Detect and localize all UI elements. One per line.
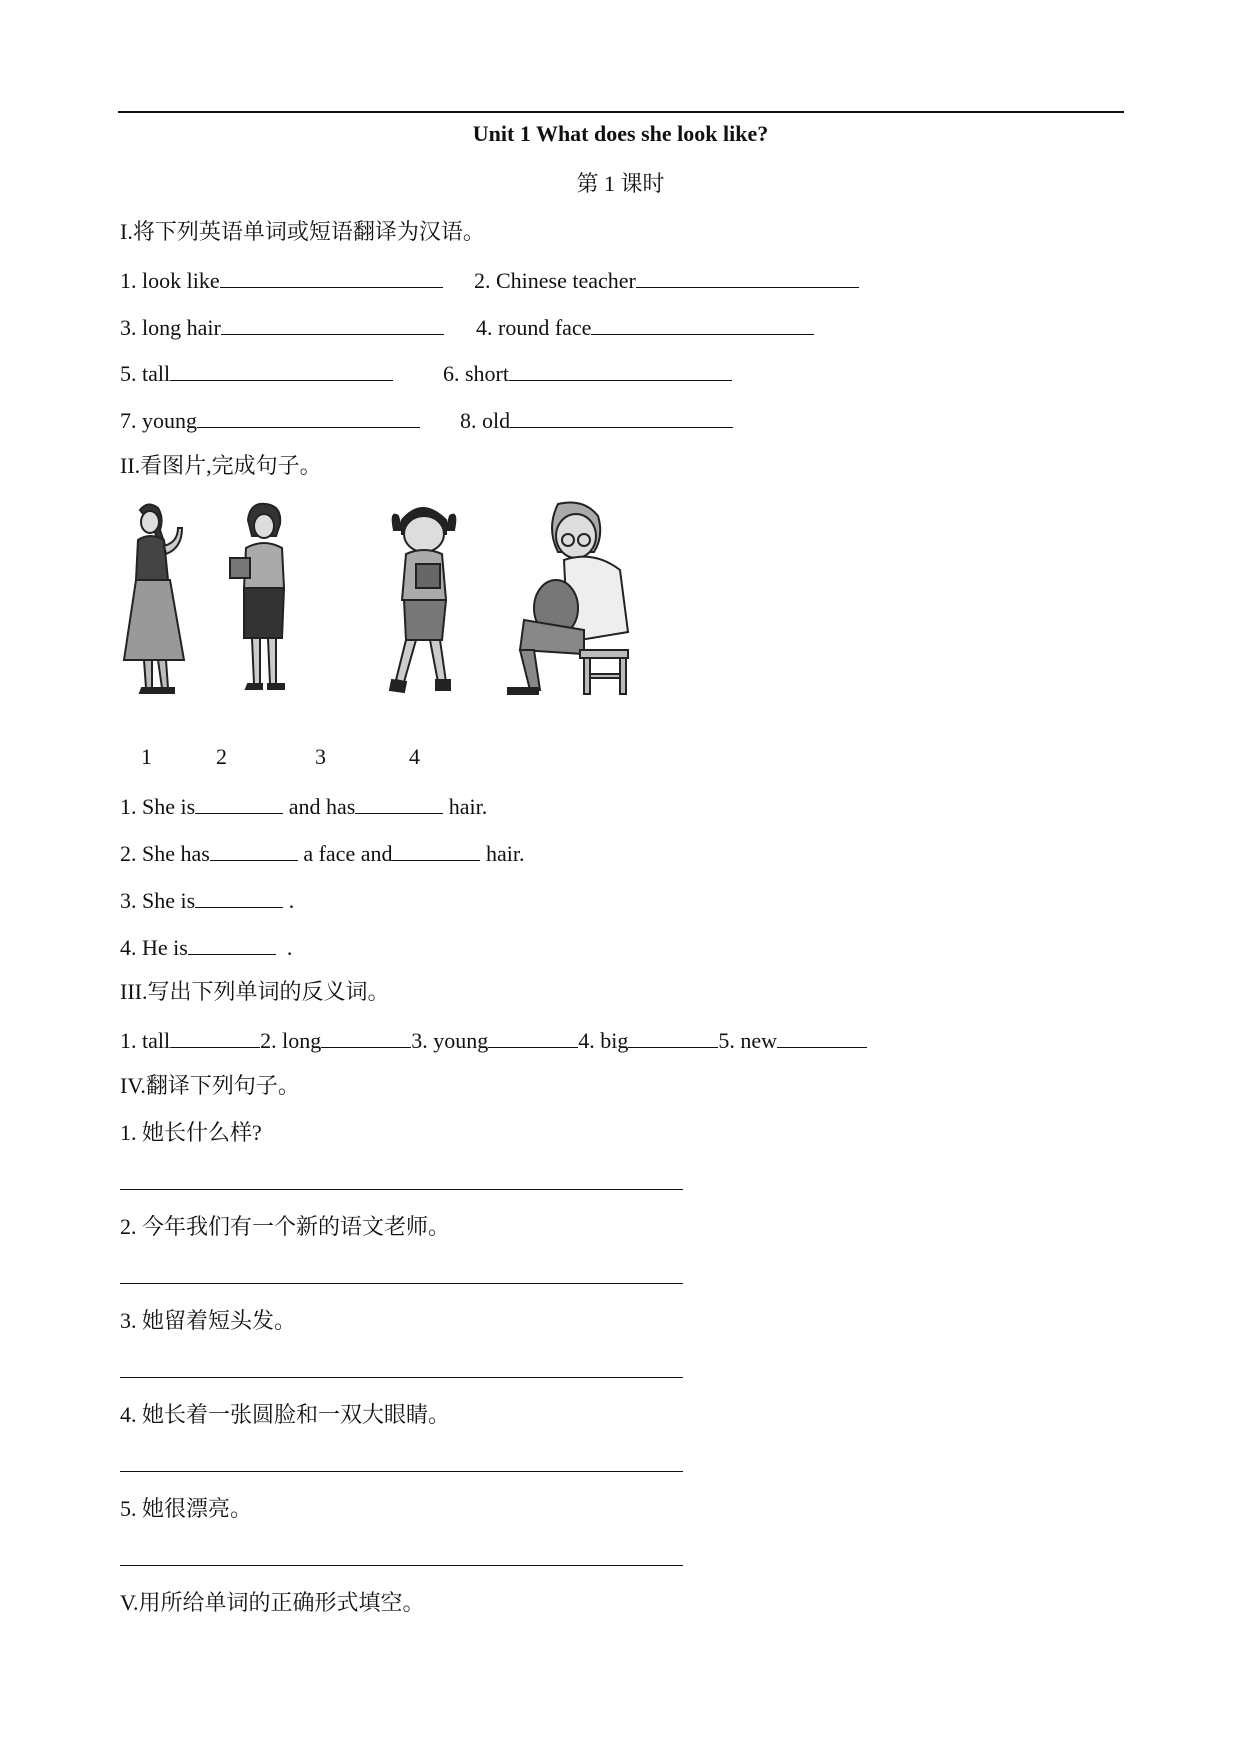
vocab-item	[460, 405, 733, 435]
answer-blank[interactable]	[636, 265, 859, 288]
answer-blank[interactable]	[355, 791, 443, 814]
section-5-heading: V.用所给单词的正确形式填空。	[120, 1590, 425, 1615]
section-1-heading: I.将下列英语单词或短语翻译为汉语。	[120, 219, 485, 244]
worksheet-title: Unit 1 What does she look like?	[472, 121, 769, 146]
sentence-part: 1. She is	[120, 794, 196, 819]
top-rule	[118, 111, 1124, 113]
sentence-part: a face and	[297, 841, 393, 866]
people-illustrations	[118, 500, 718, 700]
vocab-item	[474, 265, 859, 295]
sentence-part: 3. She is	[120, 888, 196, 913]
answer-blank[interactable]	[210, 838, 298, 861]
vocab-label: 7. young	[120, 408, 197, 433]
sentence-part: 4. He is	[120, 935, 188, 960]
antonym-row	[120, 1025, 867, 1055]
figure-label: 3	[315, 744, 326, 769]
picture-sentence	[120, 885, 294, 915]
antonym-word: 2. long	[260, 1028, 322, 1053]
girl-pigtails-figure	[390, 508, 455, 692]
vocab-item	[120, 358, 393, 388]
vocab-label: 6. short	[443, 361, 509, 386]
answer-blank[interactable]	[188, 932, 276, 955]
answer-line[interactable]	[120, 1283, 683, 1284]
vocab-item	[120, 312, 444, 342]
vocab-item	[476, 312, 814, 342]
sentence-part: 2. She has	[120, 841, 210, 866]
antonym-word: 1. tall	[120, 1028, 171, 1053]
answer-line[interactable]	[120, 1189, 683, 1190]
answer-blank[interactable]	[170, 358, 393, 381]
answer-blank[interactable]	[392, 838, 480, 861]
old-man-fan-figure	[508, 503, 628, 695]
translate-sentence: 2. 今年我们有一个新的语文老师。	[120, 1214, 451, 1239]
vocab-item	[120, 405, 420, 435]
sentence-part: and has	[283, 794, 356, 819]
answer-blank[interactable]	[220, 265, 443, 288]
answer-blank[interactable]	[197, 405, 420, 428]
translate-sentence: 4. 她长着一张圆脸和一双大眼睛。	[120, 1402, 451, 1427]
answer-blank[interactable]	[195, 791, 283, 814]
vocab-label: 2. Chinese teacher	[474, 268, 636, 293]
antonym-word: 4. big	[578, 1028, 629, 1053]
picture-sentence	[120, 791, 487, 821]
section-2-heading: II.看图片,完成句子。	[120, 453, 322, 478]
sentence-part: hair.	[480, 841, 525, 866]
answer-blank[interactable]	[777, 1025, 867, 1048]
antonym-word: 5. new	[718, 1028, 778, 1053]
vocab-item	[443, 358, 732, 388]
vocab-label: 8. old	[460, 408, 511, 433]
answer-line[interactable]	[120, 1471, 683, 1472]
answer-blank[interactable]	[510, 405, 733, 428]
vocab-label: 4. round face	[476, 315, 592, 340]
figure-label: 1	[141, 744, 152, 769]
lesson-subtitle: 第 1 课时	[576, 171, 665, 196]
translate-sentence: 1. 她长什么样?	[120, 1120, 262, 1145]
woman-long-hair-figure	[124, 504, 184, 693]
answer-line[interactable]	[120, 1565, 683, 1566]
sentence-part: hair.	[443, 794, 488, 819]
figure-label: 4	[409, 744, 420, 769]
vocab-label: 5. tall	[120, 361, 171, 386]
figure-label: 2	[216, 744, 227, 769]
picture-sentence	[120, 932, 292, 962]
answer-blank[interactable]	[195, 885, 283, 908]
answer-line[interactable]	[120, 1377, 683, 1378]
answer-blank[interactable]	[221, 312, 444, 335]
answer-blank[interactable]	[509, 358, 732, 381]
picture-sentence	[120, 838, 524, 868]
answer-blank[interactable]	[170, 1025, 260, 1048]
sentence-part: .	[283, 888, 295, 913]
sentence-part: .	[275, 935, 293, 960]
woman-short-hair-figure	[230, 504, 284, 689]
translate-sentence: 3. 她留着短头发。	[120, 1308, 297, 1333]
vocab-item	[120, 265, 443, 295]
vocab-label: 3. long hair	[120, 315, 221, 340]
answer-blank[interactable]	[321, 1025, 411, 1048]
section-4-heading: IV.翻译下列句子。	[120, 1073, 300, 1098]
answer-blank[interactable]	[591, 312, 814, 335]
translate-sentence: 5. 她很漂亮。	[120, 1496, 253, 1521]
answer-blank[interactable]	[488, 1025, 578, 1048]
vocab-label: 1. look like	[120, 268, 220, 293]
section-3-heading: III.写出下列单词的反义词。	[120, 979, 390, 1004]
answer-blank[interactable]	[628, 1025, 718, 1048]
antonym-word: 3. young	[411, 1028, 489, 1053]
